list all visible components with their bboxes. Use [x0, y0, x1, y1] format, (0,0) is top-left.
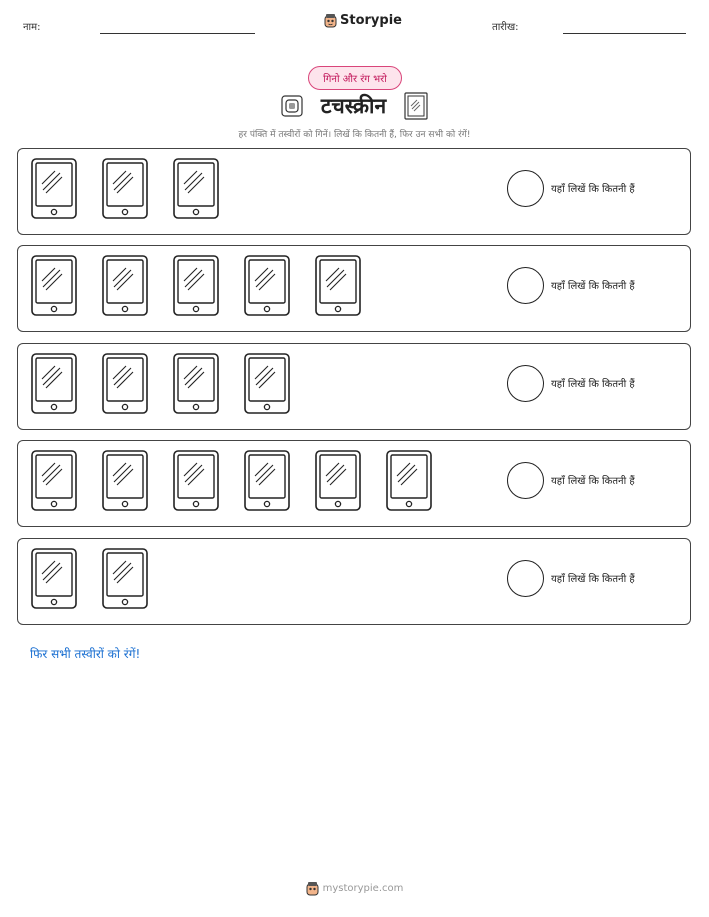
- tablet-icon: [386, 450, 432, 511]
- title-row: [0, 92, 709, 120]
- count-row-3: [17, 343, 691, 430]
- tablet-icon: [102, 548, 148, 609]
- tablet-icon: [173, 353, 219, 414]
- answer-label: यहाँ लिखें कि कितनी हैं: [551, 281, 635, 292]
- activity-badge: गिनो और रंग भरो: [308, 66, 402, 90]
- answer-circle[interactable]: [507, 267, 544, 304]
- instructions: हर पंक्ति में तस्वीरों को गिनें। लिखें कि कितनी हैं, फिर उन सभी को रंगें!: [238, 130, 471, 140]
- storypie-logo-icon: [324, 13, 337, 28]
- tablet-icon: [102, 255, 148, 316]
- tablet-icon: [315, 450, 361, 511]
- tablet-icon: [315, 255, 361, 316]
- site-url: mystorypie.com: [322, 883, 404, 894]
- tablet-icon: [31, 353, 77, 414]
- answer-circle[interactable]: [507, 462, 544, 499]
- tablet-icon: [31, 158, 77, 219]
- tablet-icon: [102, 353, 148, 414]
- tablet-group: [31, 158, 219, 219]
- answer-label: यहाँ लिखें कि कितनी हैं: [551, 574, 635, 585]
- storypie-logo-icon: [306, 881, 319, 896]
- date-line: [563, 33, 686, 34]
- tablet-group: [31, 548, 148, 609]
- footer-site: [0, 881, 709, 896]
- tablet-group: [31, 450, 432, 511]
- tablet-icon: [244, 353, 290, 414]
- tablet-group: [31, 255, 361, 316]
- name-line: [100, 33, 255, 34]
- answer-circle[interactable]: [507, 560, 544, 597]
- tablet-icon: [173, 255, 219, 316]
- tablet-icon: [31, 255, 77, 316]
- tablet-icon: [102, 450, 148, 511]
- answer-label: यहाँ लिखें कि कितनी हैं: [551, 476, 635, 487]
- tablet-icon: [31, 450, 77, 511]
- date-label: तारीख:: [492, 22, 519, 33]
- brand-name: Storypie: [340, 13, 402, 28]
- tablet-icon: [244, 450, 290, 511]
- tablet-icon: [173, 450, 219, 511]
- answer-label: यहाँ लिखें कि कितनी हैं: [551, 379, 635, 390]
- color-instruction: फिर सभी तस्वीरों को रंगें!: [30, 647, 141, 661]
- name-label: नाम:: [23, 22, 41, 33]
- brand: [324, 13, 402, 28]
- answer-label: यहाँ लिखें कि कितनी हैं: [551, 184, 635, 195]
- tablet-angled-icon: [404, 92, 428, 120]
- tablet-icon: [31, 548, 77, 609]
- tablet-icon: [102, 158, 148, 219]
- answer-circle[interactable]: [507, 170, 544, 207]
- answer-circle[interactable]: [507, 365, 544, 402]
- count-row-1: [17, 148, 691, 235]
- count-row-2: [17, 245, 691, 332]
- page-title: टचस्क्रीन: [320, 94, 387, 118]
- tablet-icon: [244, 255, 290, 316]
- tablet-group: [31, 353, 290, 414]
- tablet-small-icon: [281, 93, 303, 119]
- tablet-icon: [173, 158, 219, 219]
- count-row-4: [17, 440, 691, 527]
- count-row-5: [17, 538, 691, 625]
